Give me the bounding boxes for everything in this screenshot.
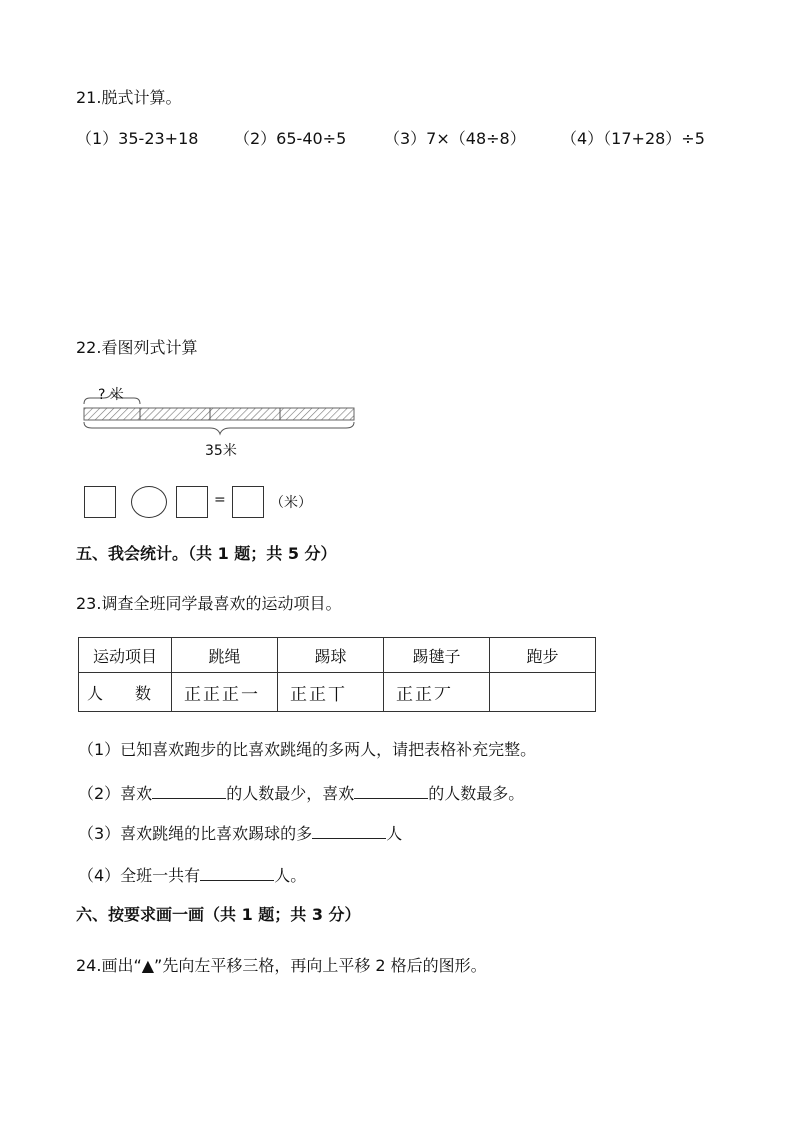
subq3-text-a: （3）喜欢跳绳的比喜欢踢球的多 [78, 824, 313, 843]
row-label: 人 数 [79, 673, 172, 712]
table-header: 跑步 [490, 638, 596, 673]
q23-subquestion-3 [78, 822, 402, 844]
subq4-text-b: 人。 [274, 866, 307, 885]
fill-blank[interactable] [200, 864, 274, 881]
q23-subquestion-4 [78, 864, 306, 886]
answer-box-1[interactable] [84, 486, 116, 518]
q21-title: 21.脱式计算。 [76, 88, 182, 107]
subq4-text-a: （4）全班一共有 [78, 866, 201, 885]
tally-cell: 正正丅 [278, 673, 384, 712]
diagram-bottom-label: 35米 [205, 443, 237, 459]
q23-subquestion-1: （1）已知喜欢跑步的比喜欢跳绳的多两人，请把表格补充完整。 [78, 740, 537, 759]
q22-title: 22.看图列式计算 [76, 338, 198, 357]
tally-cell-empty[interactable] [490, 673, 596, 712]
fill-blank[interactable] [354, 782, 428, 799]
q21-item-3: （3）7×（48÷8） [384, 129, 526, 148]
q21-item-4: （4）（17+28）÷5 [561, 129, 705, 148]
section6-heading: 六、按要求画一画（共 1 题；共 3 分） [76, 905, 361, 924]
table-header: 踢球 [278, 638, 384, 673]
subq3-text-b: 人 [386, 824, 403, 843]
answer-box-3[interactable] [232, 486, 264, 518]
q24-title: 24.画出“▲”先向左平移三格，再向上平移 2 格后的图形。 [76, 956, 487, 975]
fill-blank[interactable] [312, 822, 386, 839]
table-header: 运动项目 [79, 638, 172, 673]
subq2-text-c: 的人数最多。 [428, 784, 525, 803]
diagram-top-label: ? 米 [98, 387, 124, 403]
sports-survey-table [78, 637, 596, 712]
subq2-text-b: 的人数最少，喜欢 [226, 784, 355, 803]
unit-label: （米） [270, 495, 312, 511]
q21-item-2: （2）65-40÷5 [234, 129, 347, 148]
operator-circle[interactable] [131, 486, 167, 518]
table-header: 跳绳 [172, 638, 278, 673]
answer-box-2[interactable] [176, 486, 208, 518]
q23-title: 23.调查全班同学最喜欢的运动项目。 [76, 594, 342, 613]
tally-cell: 正正丆 [384, 673, 490, 712]
q21-item-1: （1）35-23+18 [76, 129, 199, 148]
table-header: 踢毽子 [384, 638, 490, 673]
fill-blank[interactable] [152, 782, 226, 799]
tally-cell: 正正正一 [172, 673, 278, 712]
section5-heading: 五、我会统计。（共 1 题；共 5 分） [76, 544, 337, 563]
subq2-text-a: （2）喜欢 [78, 784, 153, 803]
q23-subquestion-2 [78, 782, 524, 804]
equals-sign: = [214, 492, 226, 508]
